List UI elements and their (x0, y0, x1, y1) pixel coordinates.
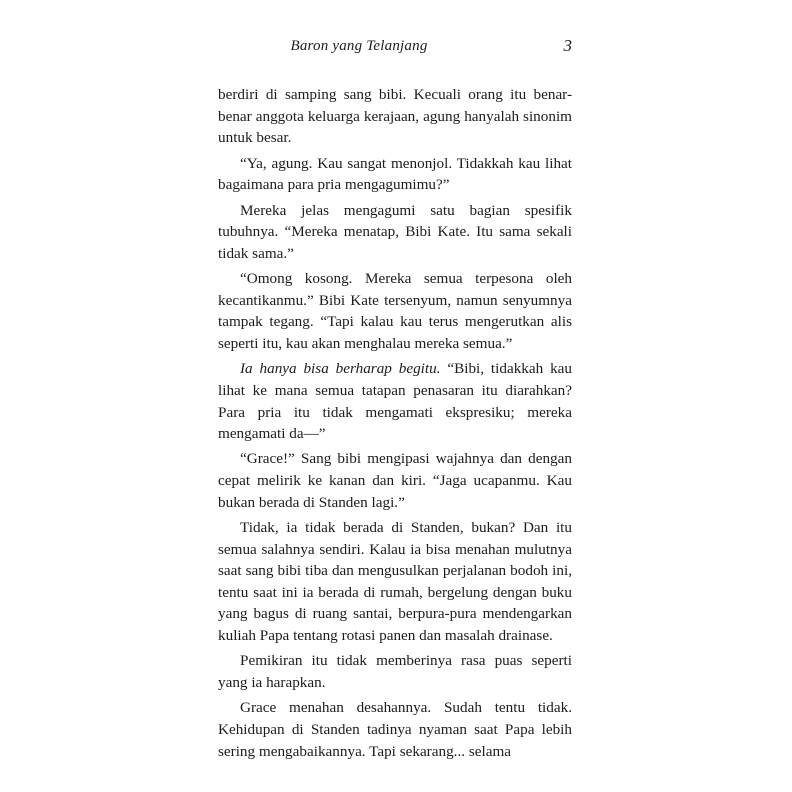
body-text (218, 84, 572, 766)
paragraph (218, 650, 572, 693)
paragraph (218, 517, 572, 647)
italic-text: Ia hanya bisa berharap begitu. (240, 360, 441, 378)
text-segment: berdiri di samping sang bibi. Kecuali orang itu benar-benar anggota keluarga kerajaan, agung hanyalah sinonim untuk besar. (218, 86, 572, 147)
page-number: 3 (563, 36, 572, 55)
text-segment: “Bibi, tidakkah kau lihat ke mana semua tatapan penasaran itu diarahkan? Para pria itu tidak mengamati ekspresiku; mereka mengamati da—” (218, 360, 572, 443)
paragraph (218, 268, 572, 354)
running-title: Baron yang Telanjang (290, 38, 428, 54)
paragraph (218, 200, 572, 265)
text-segment: Grace menahan desahannya. Sudah tentu tidak. Kehidupan di Standen tadinya nyaman saat Papa lebih sering mengabaikannya. Tapi sekarang... selama (218, 699, 572, 760)
text-segment: “Grace!” Sang bibi mengipasi wajahnya dan dengan cepat melirik ke kanan dan kiri. “Jaga ucapanmu. Kau bukan berada di Standen lagi.” (218, 450, 572, 511)
paragraph (218, 84, 572, 149)
paragraph (218, 153, 572, 196)
text-segment: “Omong kosong. Mereka semua terpesona oleh kecantikanmu.” Bibi Kate tersenyum, namun senyumnya tampak tegang. “Tapi kalau kau terus mengerutkan alis seperti itu, kau akan menghalau mereka semua.” (218, 270, 572, 352)
text-segment: Pemikiran itu tidak memberinya rasa puas seperti yang ia harapkan. (218, 652, 572, 692)
paragraph (218, 697, 572, 762)
paragraph (218, 448, 572, 513)
text-segment: Mereka jelas mengagumi satu bagian spesifik tubuhnya. “Mereka menatap, Bibi Kate. Itu sama sekali tidak sama.” (218, 201, 572, 262)
paragraph (218, 358, 572, 444)
running-head (218, 36, 572, 58)
text-segment: Tidak, ia tidak berada di Standen, bukan? Dan itu semua salahnya sendiri. Kalau ia bisa menahan mulutnya saat sang bibi tiba dan mengusulkan perjalanan bodoh ini, tentu saat ini ia berada di rumah, bergelung dengan buku yang bagus di ruang santai, berpura-pura mendengarkan kuliah Papa tentang rotasi panen dan masalah drainase. (218, 519, 572, 645)
text-segment: “Ya, agung. Kau sangat menonjol. Tidakkah kau lihat bagaimana para pria mengagumimu?” (218, 154, 572, 194)
